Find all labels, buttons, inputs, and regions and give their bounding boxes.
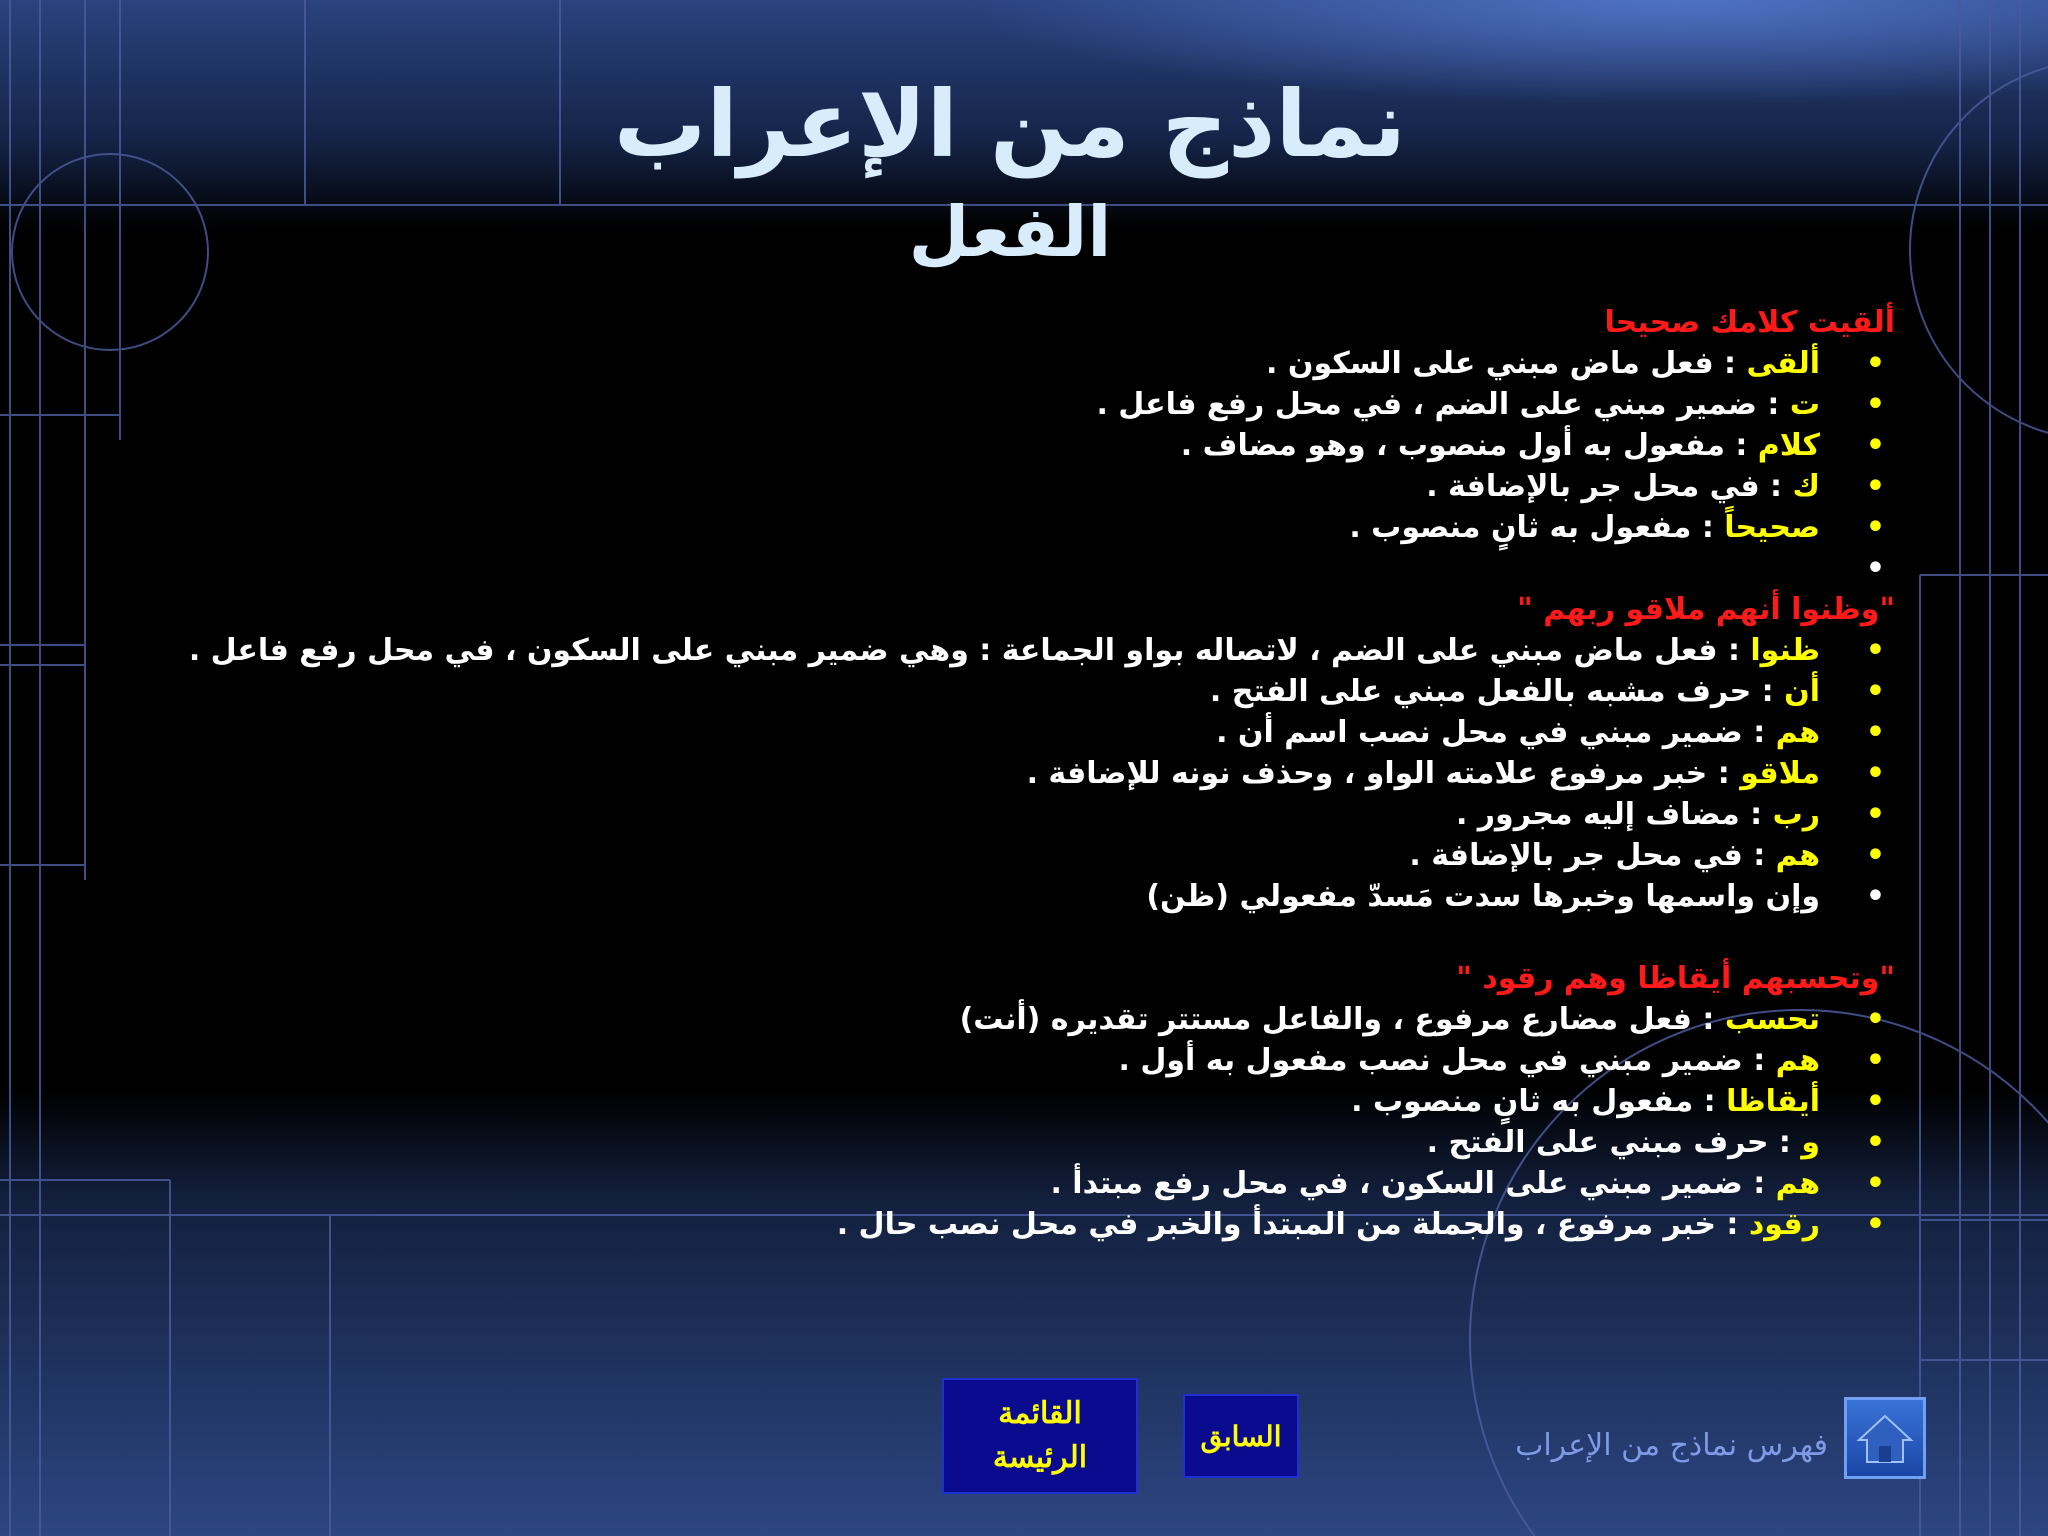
- bullet-icon: •: [1865, 1125, 1885, 1160]
- list-item: • كلام : مفعول به أول منصوب ، وهو مضاف .: [150, 425, 1895, 466]
- index-link[interactable]: فهرس نماذج من الإعراب: [1515, 1428, 1828, 1463]
- bullet-icon: •: [1865, 797, 1885, 832]
- bullet-icon: •: [1865, 551, 1885, 586]
- spacer: [150, 917, 1895, 958]
- home-button[interactable]: [1844, 1397, 1926, 1479]
- section-heading-2: "وظنوا أنهم ملاقو ربهم ": [1517, 592, 1895, 627]
- home-icon: [1847, 1400, 1923, 1476]
- main-menu-label-line1: القائمة: [998, 1397, 1082, 1430]
- bullet-icon: •: [1865, 469, 1885, 504]
- list-item: • هم : ضمير مبني على السكون ، في محل رفع مبتدأ .: [150, 1163, 1895, 1204]
- previous-button[interactable]: السابق: [1183, 1394, 1299, 1478]
- list-item: • أن : حرف مشبه بالفعل مبني على الفتح .: [150, 671, 1895, 712]
- content-area: [150, 302, 1895, 1245]
- bullet-icon: •: [1865, 1084, 1885, 1119]
- list-item: • ت : ضمير مبني على الضم ، في محل رفع فاعل .: [150, 384, 1895, 425]
- list-item: • تحسب : فعل مضارع مرفوع ، والفاعل مستتر تقديره (أنت): [150, 999, 1895, 1040]
- slide-subtitle: الفعل: [908, 191, 1112, 273]
- list-item: • رب : مضاف إليه مجرور .: [150, 794, 1895, 835]
- bullet-icon: •: [1865, 1002, 1885, 1037]
- section-heading-3: "وتحسبهم أيقاظا وهم رقود ": [1456, 961, 1895, 996]
- list-item: • ك : في محل جر بالإضافة .: [150, 466, 1895, 507]
- main-menu-button[interactable]: [942, 1378, 1138, 1494]
- bullet-icon: •: [1865, 756, 1885, 791]
- list-item: • وإن واسمها وخبرها سدت مَسدّ مفعولي (ظن): [150, 876, 1895, 917]
- list-item: • أيقاظا : مفعول به ثانٍ منصوب .: [150, 1081, 1895, 1122]
- bullet-icon: •: [1865, 879, 1885, 914]
- list-item: • رقود : خبر مرفوع ، والجملة من المبتدأ والخبر في محل نصب حال .: [150, 1204, 1895, 1245]
- bullet-icon: •: [1865, 346, 1885, 381]
- bullet-icon: •: [1865, 633, 1885, 668]
- bullet-icon: •: [1865, 715, 1885, 750]
- list-item: • ظنوا : فعل ماض مبني على الضم ، لاتصاله بواو الجماعة : وهي ضمير مبني على السكون ، في محل رفع فاعل .: [150, 630, 1895, 671]
- bullet-icon: •: [1865, 1166, 1885, 1201]
- bullet-icon: •: [1865, 510, 1885, 545]
- bullet-icon: •: [1865, 838, 1885, 873]
- section-heading-1: ألقيت كلامك صحيحا: [1604, 305, 1895, 340]
- bullet-icon: •: [1865, 674, 1885, 709]
- slide-title: نماذج من الإعراب: [613, 71, 1407, 178]
- list-item: • صحيحاً : مفعول به ثانٍ منصوب .: [150, 507, 1895, 548]
- bullet-icon: •: [1865, 387, 1885, 422]
- list-item: • هم : في محل جر بالإضافة .: [150, 835, 1895, 876]
- list-item: • هم : ضمير مبني في محل نصب مفعول به أول .: [150, 1040, 1895, 1081]
- list-item: • هم : ضمير مبني في محل نصب اسم أن .: [150, 712, 1895, 753]
- list-item: [150, 548, 1895, 589]
- main-menu-label-line2: الرئيسة: [992, 1441, 1088, 1474]
- list-item: • ملاقو : خبر مرفوع علامته الواو ، وحذف نونه للإضافة .: [150, 753, 1895, 794]
- list-item: • ألقى : فعل ماض مبني على السكون .: [150, 343, 1895, 384]
- bullet-icon: •: [1865, 428, 1885, 463]
- bullet-icon: •: [1865, 1043, 1885, 1078]
- bullet-icon: •: [1865, 1207, 1885, 1242]
- list-item: • و : حرف مبني على الفتح .: [150, 1122, 1895, 1163]
